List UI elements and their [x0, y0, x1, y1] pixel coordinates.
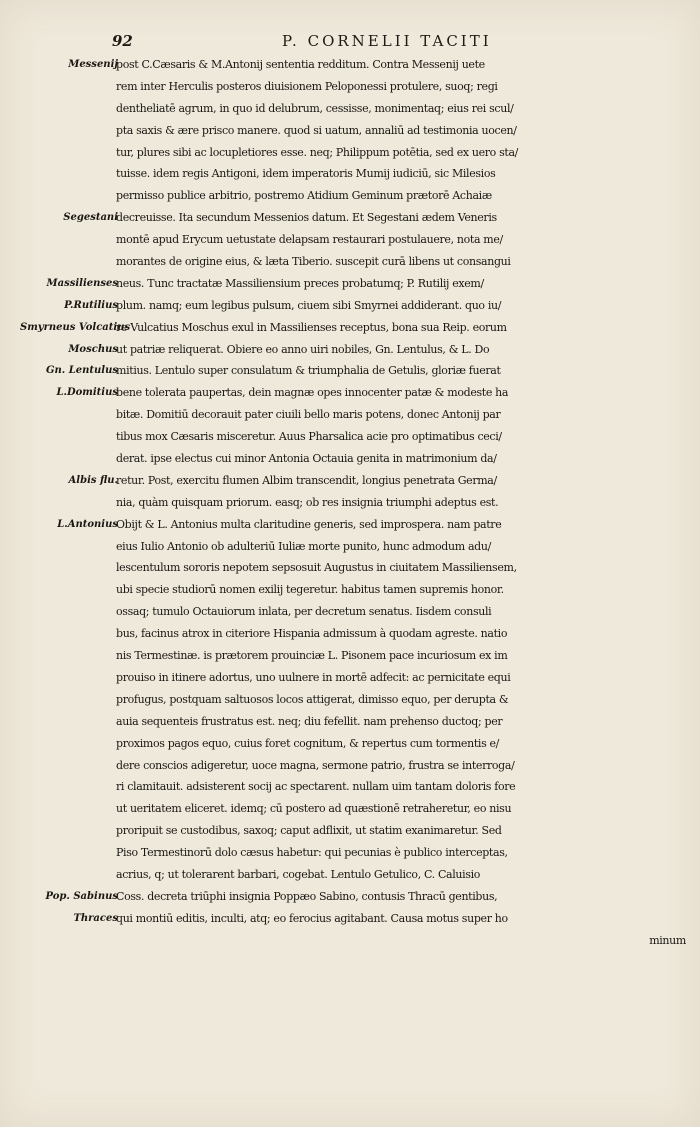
line-text: acrius, q; ut tolerarent barbari, cogebat. Lentulo Getulico, C. Caluisio: [116, 867, 481, 881]
line-text: re Vulcatius Moschus exul in Massilienses receptus, bona sua Reip. eorum: [116, 320, 507, 334]
text-line: [20, 842, 670, 864]
marginal-note: Pop. Sabinus: [45, 890, 118, 902]
marginal-note: L.Domitius: [56, 387, 118, 399]
text-line: [20, 470, 670, 492]
marginal-note: L.Antonius: [57, 518, 118, 530]
text-line: [20, 557, 670, 579]
line-text: ubi specie studiorū nomen exilij tegeretur. habitus tamen supremis honor.: [116, 583, 504, 597]
text-line: [20, 295, 670, 317]
line-text: tuisse. idem regis Antigoni, idem imperatoris Mumij iudiciū, sic Milesios: [116, 167, 496, 181]
text-line: [20, 317, 670, 339]
line-text: ut ueritatem eliceret. idemq; cū postero ad quæstionē retraheretur, eo nisu: [116, 802, 512, 816]
line-text: pta saxis & ære prisco manere. quod si uatum, annaliū ad testimonia uocen/: [116, 123, 517, 137]
text-line: [20, 820, 670, 842]
line-text: morantes de origine eius, & læta Tiberio. suscepit curā libens ut consangui: [116, 255, 511, 269]
line-text: dentheliatē agrum, in quo id delubrum, cessisse, monimentaq; eius rei scul/: [116, 101, 514, 115]
line-text: decreuisse. Ita secundum Messenios datum. Et Segestani ædem Veneris: [116, 211, 497, 225]
text-line: [20, 382, 670, 404]
text-line: [20, 623, 670, 645]
catchword: minum: [649, 933, 686, 947]
text-line: [20, 360, 670, 382]
marginal-note: Moschus: [68, 343, 118, 355]
page-header: [0, 30, 700, 54]
line-text: neus. Tunc tractatæ Massiliensium preces probatumq; P. Rutilij exem/: [116, 276, 484, 290]
text-line: [20, 251, 670, 273]
line-text: ri clamitauit. adsisterent socij ac spectarent. nullam uim tantam doloris fore: [116, 780, 516, 794]
line-text: nia, quàm quisquam priorum. easq; ob res insignia triumphi adeptus est.: [116, 495, 499, 509]
marginal-note: Smyrneus Volcatius: [20, 321, 131, 333]
text-line: [20, 163, 670, 185]
line-text: nis Termestinæ. is prætorem prouinciæ L. Pisonem pace incuriosum ex im: [116, 649, 508, 663]
text-line: [20, 98, 670, 120]
text-line: [20, 886, 670, 908]
line-text: Piso Termestinorū dolo cæsus habetur: qui pecunias è publico interceptas,: [116, 846, 508, 860]
line-text: auia sequenteis frustratus est. neq; diu fefellit. nam prehenso ductoq; per: [116, 714, 503, 728]
line-text: retur. Post, exercitu flumen Albim transcendit, longius penetrata Germa/: [116, 473, 497, 487]
text-line: [20, 908, 670, 930]
text-line: [20, 404, 670, 426]
text-line: [20, 776, 670, 798]
line-text: dere conscios adigeretur, uoce magna, sermone patrio, frustra se interroga/: [116, 758, 515, 772]
text-line: [20, 426, 670, 448]
line-text: rem inter Herculis posteros diuisionem Peloponessi protulere, suoq; regi: [116, 79, 498, 93]
text-line: [20, 448, 670, 470]
text-line: [20, 273, 670, 295]
line-text: ossaq; tumulo Octauiorum inlata, per decretum senatus. Iisdem consuli: [116, 605, 492, 619]
text-line: [20, 536, 670, 558]
page-number: 92: [112, 32, 133, 50]
line-text: tur, plures sibi ac locupletiores esse. neq; Philippum potētia, sed ex uero sta/: [116, 145, 519, 159]
text-line: [20, 733, 670, 755]
line-text: lescentulum sororis nepotem sepsosuit Augustus in ciuitatem Massiliensem,: [116, 561, 517, 575]
text-line: [20, 601, 670, 623]
text-line: [20, 229, 670, 251]
main-text-block: [20, 54, 686, 952]
marginal-note: P.Rutilius: [64, 299, 118, 311]
line-text: montē apud Erycum uetustate delapsam restaurari postulauere, nota me/: [116, 233, 503, 247]
marginal-note: Massilienses: [46, 277, 118, 289]
text-line: [20, 339, 670, 361]
text-line: [20, 142, 670, 164]
text-line: [20, 755, 670, 777]
line-text: proximos pagos equo, cuius foret cognitum, & repertus cum tormentis e/: [116, 736, 500, 750]
text-line: [20, 645, 670, 667]
line-text: bitæ. Domitiū decorauit pater ciuili bello maris potens, donec Antonij par: [116, 408, 501, 422]
marginal-note: Messenij: [68, 59, 118, 70]
marginal-note: Albis flu.: [68, 474, 118, 486]
line-text: Obijt & L. Antonius multa claritudine generis, sed improspera. nam patre: [116, 517, 502, 531]
line-text: plum. namq; eum legibus pulsum, ciuem sibi Smyrnei addiderant. quo iu/: [116, 298, 502, 312]
running-title: P. CORNELII TACITI: [282, 32, 492, 50]
text-line: [20, 185, 670, 207]
text-line: [20, 930, 686, 952]
line-text: derat. ipse electus cui minor Antonia Octauia genita in matrimonium da/: [116, 452, 497, 466]
line-text: bene tolerata paupertas, dein magnæ opes innocenter patæ & modeste ha: [116, 386, 509, 400]
marginal-note: Gn. Lentulus: [45, 365, 118, 377]
line-text: ut patriæ reliquerat. Obiere eo anno uiri nobiles, Gn. Lentulus, & L. Do: [116, 342, 490, 356]
text-line: [20, 207, 670, 229]
line-text: bus, facinus atrox in citeriore Hispania admissum à quodam agreste. natio: [116, 627, 508, 641]
text-line: [20, 76, 670, 98]
text-line: [20, 667, 670, 689]
line-text: Coss. decreta triūphi insignia Poppæo Sabino, contusis Thracū gentibus,: [116, 889, 498, 903]
marginal-note: Segestani: [63, 212, 118, 224]
text-line: [20, 864, 670, 886]
text-line: [20, 54, 670, 76]
text-line: [20, 579, 670, 601]
marginal-note: Thraces: [73, 912, 118, 924]
text-line: [20, 711, 670, 733]
line-text: eius Iulio Antonio ob adulteriū Iuliæ morte punito, hunc admodum adu/: [116, 539, 491, 553]
line-text: proripuit se custodibus, saxoq; caput adflixit, ut statim exanimaretur. Sed: [116, 824, 502, 838]
line-text: post C.Cæsaris & M.Antonij sententia redditum. Contra Messenij uete: [116, 58, 485, 71]
text-line: [20, 120, 670, 142]
text-line: [20, 689, 670, 711]
text-line: [20, 798, 670, 820]
text-line: [20, 492, 670, 514]
line-text: profugus, postquam saltuosos locos attigerat, dimisso equo, per derupta &: [116, 692, 509, 706]
text-line: [20, 514, 670, 536]
line-text: prouiso in itinere adortus, uno uulnere in mortē adfecit: ac pernicitate equi: [116, 670, 511, 684]
line-text: permisso publice arbitrio, postremo Atidium Geminum prætorē Achaiæ: [116, 189, 492, 203]
line-text: tibus mox Cæsaris misceretur. Auus Pharsalica acie pro optimatibus ceci/: [116, 430, 502, 444]
line-text: mitius. Lentulo super consulatum & triumphalia de Getulis, gloriæ fuerat: [116, 364, 501, 378]
line-text: qui montiū editis, inculti, atq; eo ferocius agitabant. Causa motus super ho: [116, 911, 508, 925]
